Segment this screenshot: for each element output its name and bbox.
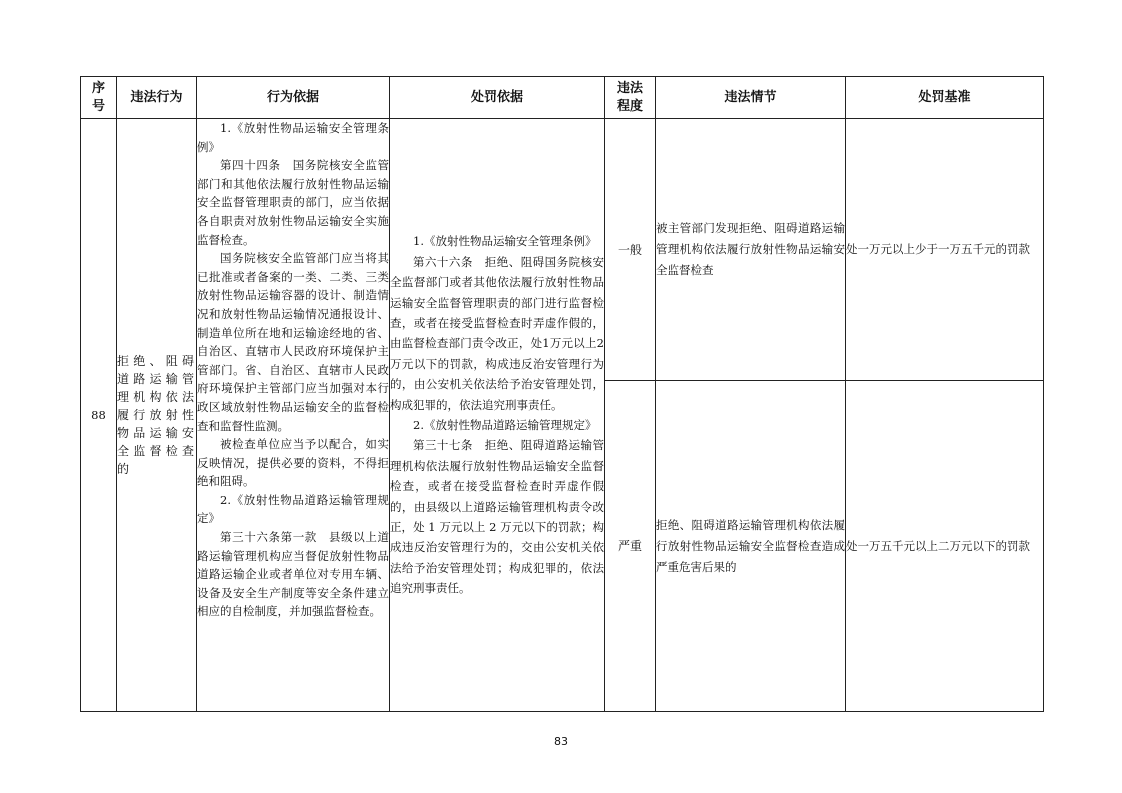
header-degree: [605, 77, 656, 119]
header-degree-line2: 程度: [616, 98, 643, 114]
header-violation: 违法行为: [117, 77, 197, 119]
penalty-basis-item-3: 2.《放射性物品道路运输管理规定》: [413, 418, 597, 432]
header-seq-line2: 号: [91, 98, 105, 114]
row-penalty-basis: [390, 119, 605, 712]
row-violation: 拒绝、阻碍道路运输管理机构依法履行放射性物品运输安全监督检查的: [117, 354, 196, 476]
level-general-standard: 处一万元以上少于一万五千元的罚款: [846, 119, 1044, 381]
header-row: [81, 77, 1044, 119]
table-row: [81, 119, 1044, 381]
penalty-standard-table: [80, 76, 1044, 712]
header-seq: [81, 77, 117, 119]
level-general-circumstance: 被主管部门发现拒绝、阻碍道路运输管理机构依法履行放射性物品运输安全监督检查: [656, 119, 846, 381]
header-penalty-basis: 处罚依据: [390, 77, 605, 119]
penalty-basis-item-1: 1.《放射性物品运输安全管理条例》: [413, 234, 597, 249]
header-degree-line1: 违法: [616, 80, 643, 96]
header-penalty-standard: 处罚基准: [846, 77, 1044, 119]
penalty-basis-item-2: 第六十六条 拒绝、阻碍国务院核安全监督部门或者其他依法履行放射性物品运输安全监督管理职责的部门进行监督检查，或者在接受监督检查时弄虚作假的，由监督检查部门责令改正，处1万元以上2万元以下的罚款，构成违反治安管理行为的，由公安机关依法给予治安管理处罚，构成犯罪的，依法追究刑事责任。: [390, 254, 604, 412]
behavior-basis-item-3: 国务院核安全监管部门应当将其已批准或者备案的一类、二类、三类放射性物品运输容器的设计、制造情况和放射性物品运输情况通报设计、制造单位所在地和运输途经地的省、自治区、直辖市人民政府环境保护主管部门。省、自治区、直辖市人民政府环境保护主管部门应当加强对本行政区域放射性物品运输安全的监督检查和监督性监测。: [197, 251, 389, 433]
behavior-basis-item-1: 1.《放射性物品运输安全管理条例》: [197, 121, 389, 154]
page-number: 83: [554, 735, 568, 748]
level-general-degree: 一般: [605, 119, 656, 381]
level-serious-standard: 处一万五千元以上二万元以下的罚款: [846, 381, 1044, 712]
row-seq: 88: [81, 119, 117, 712]
behavior-basis-item-6: 第三十六条第一款 县级以上道路运输管理机构应当督促放射性物品道路运输企业或者单位对专用车辆、设备及安全生产制度等安全条件建立相应的自检制度，并加强监督检查。: [197, 530, 389, 619]
behavior-basis-item-2: 第四十四条 国务院核安全监管部门和其他依法履行放射性物品运输安全监督管理职责的部门，应当依据各自职责对放射性物品运输安全实施监督检查。: [197, 158, 389, 247]
behavior-basis-item-4: 被检查单位应当予以配合，如实反映情况，提供必要的资料，不得拒绝和阻碍。: [197, 437, 389, 489]
row-behavior-basis: [197, 119, 390, 712]
level-serious-circumstance: 拒绝、阻碍道路运输管理机构依法履行放射性物品运输安全监督检查造成严重危害后果的: [656, 381, 846, 712]
header-behavior-basis: 行为依据: [197, 77, 390, 119]
penalty-basis-item-4: 第三十七条 拒绝、阻碍道路运输管理机构依法履行放射性物品运输安全监督检查，或者在接受监督检查时弄虚作假的，由县级以上道路运输管理机构责令改正，处 1 万元以上 2 万元以下的罚款；构成违反治安管理行为的，交由公安机关依法给予治安管理处罚；构成犯罪的，依法追究刑事责任。: [390, 438, 604, 596]
behavior-basis-item-5: 2.《放射性物品道路运输管理规定》: [197, 492, 389, 526]
header-circumstances: 违法情节: [656, 77, 846, 119]
header-seq-line1: 序: [91, 80, 105, 96]
row-violation-cell: [117, 119, 197, 712]
level-serious-degree: 严重: [605, 381, 656, 712]
